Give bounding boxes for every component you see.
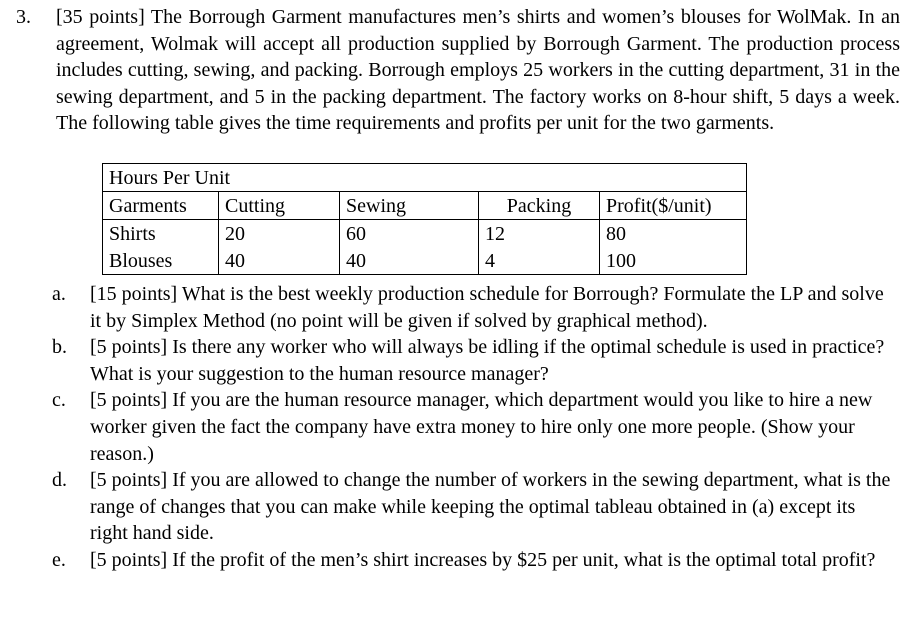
- cell-sewing: 60: [340, 220, 479, 248]
- hours-table-container: [102, 163, 747, 275]
- sub-question-text: [5 points] Is there any worker who will always be idling if the optimal schedule is used in practice? What is your suggestion to the human resource manager?: [90, 336, 885, 385]
- header-cutting: Cutting: [219, 192, 340, 220]
- question-number: 3.: [16, 6, 31, 28]
- sub-question-e: [52, 547, 900, 574]
- sub-question-text: [5 points] If you are the human resource manager, which department would you like to hire a new worker given the fact the company have extra money to hire only one more people. (Show your reason.): [90, 389, 873, 465]
- header-packing: Packing: [479, 192, 600, 220]
- question-text: [35 points] The Borrough Garment manufactures men’s shirts and women’s blouses for WolMak. In an agreement, Wolmak will accept all production supplied by Borrough Garment. The production process includes cutting, sewing, and packing. Borrough employs 25 workers in the cutting department, 31 in the sewing department, and 5 in the packing department. The factory works on 8-hour shift, 5 days a week. The following table gives the time requirements and profits per unit for the two garments.: [56, 6, 900, 135]
- sub-question-c: [52, 387, 900, 467]
- cell-cutting: 40: [219, 247, 340, 275]
- cell-cutting: 20: [219, 220, 340, 248]
- cell-garment: Shirts: [103, 220, 219, 248]
- table-row: [103, 247, 747, 275]
- cell-packing: 4: [479, 247, 600, 275]
- sub-question-letter: a.: [52, 283, 66, 305]
- sub-question-text: [5 points] If the profit of the men’s shirt increases by $25 per unit, what is the optimal total profit?: [90, 548, 876, 571]
- sub-question-letter: e.: [52, 548, 66, 571]
- cell-sewing: 40: [340, 247, 479, 275]
- sub-question-text: [5 points] If you are allowed to change the number of workers in the sewing department, what is the range of changes that you can make while keeping the optimal tableau obtained in (a) except its right hand side.: [90, 469, 891, 545]
- cell-garment: Blouses: [103, 247, 219, 275]
- sub-question-b: [52, 334, 900, 387]
- cell-packing: 12: [479, 220, 600, 248]
- hours-per-unit-table: [102, 163, 747, 275]
- cell-profit: 100: [600, 247, 747, 275]
- table-header-row: [103, 192, 747, 220]
- header-garments: Garments: [103, 192, 219, 220]
- sub-questions: [52, 281, 900, 574]
- sub-question-text: [15 points] What is the best weekly production schedule for Borrough? Formulate the LP and solve it by Simplex Method (no point will be given if solved by graphical method).: [90, 283, 884, 332]
- sub-question-a: [52, 281, 900, 334]
- header-sewing: Sewing: [340, 192, 479, 220]
- table-caption-row: [103, 164, 747, 192]
- table-caption: Hours Per Unit: [103, 164, 747, 192]
- problem-statement: [16, 4, 900, 137]
- cell-profit: 80: [600, 220, 747, 248]
- sub-question-letter: b.: [52, 336, 67, 359]
- sub-question-letter: c.: [52, 389, 66, 412]
- table-row: [103, 220, 747, 248]
- header-profit: Profit($/unit): [600, 192, 747, 220]
- sub-question-d: [52, 467, 900, 547]
- sub-question-letter: d.: [52, 469, 67, 492]
